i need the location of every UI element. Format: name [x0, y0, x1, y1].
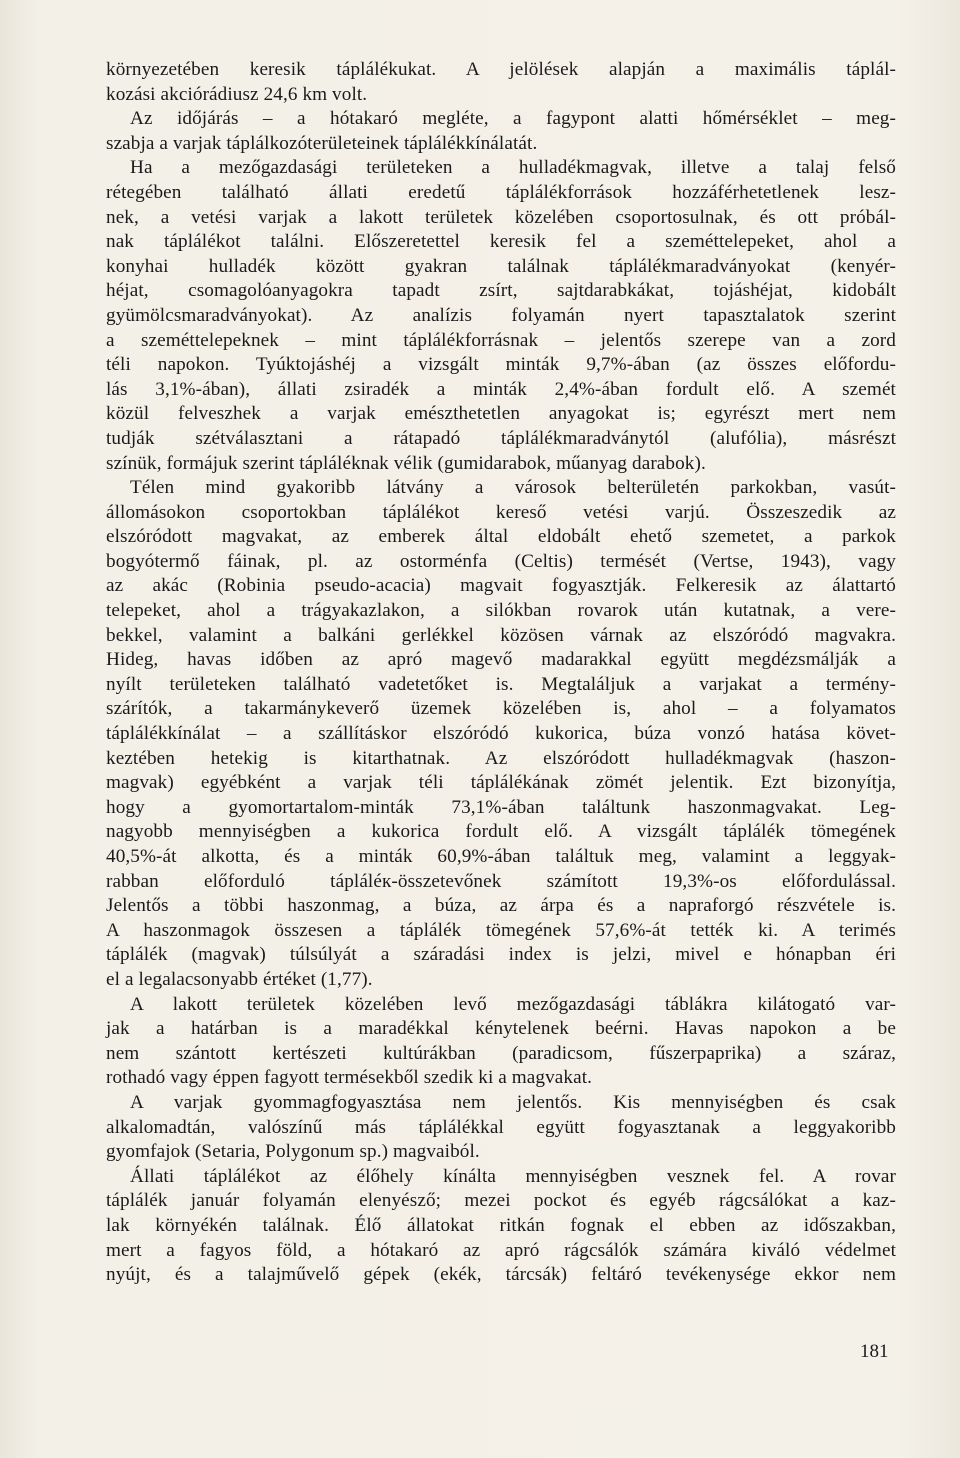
text-line: rabban előforduló tápláléк-összetevőnek számított 19,3%-os előfordulással. — [106, 870, 896, 892]
text-line: telepeket, ahol a trágyakazlakon, a silókban rovarok után kutatnak, a vere- — [106, 600, 896, 622]
text-line: héjat, csomagolóanyagokra tapadt zsírt, sajtdarabkákat, tojáshéjat, kidobált — [106, 280, 896, 302]
text-line: nyílt területeken található vadetetőket is. Megtaláljuk a varjakat a termény- — [106, 673, 896, 695]
text-line: táplálék (magvak) túlsúlyát a száradási index is jelzi, mivel e hónapban éri — [106, 944, 896, 966]
text-line: színük, formájuk szerint tápláléknak vélik (gumidarabok, műanyag darabok). — [106, 452, 706, 474]
text-line: jak a határban is a maradékkal kénytelenek beérni. Havas napokon a be — [106, 1018, 896, 1040]
text-line: Állati táplálékot az élőhely kínálta mennyiségben vesznek fel. A rovar — [130, 1165, 896, 1187]
text-line: nagyobb mennyiségben a kukorica fordult elő. A vizsgált táplálék tömegének — [106, 821, 896, 843]
text-line: A haszonmagok összesen a táplálék tömegének 57,6%-át tették ki. A terimés — [106, 919, 896, 941]
text-line: környezetében keresik táplálékukat. A jelölések alapján a maximális táplál- — [106, 59, 896, 80]
text-line: szabja a varjak táplálkozóterületeinek táplálékkínálatát. — [106, 132, 538, 154]
text-line: 40,5%-át alkotta, és a minták 60,9%-ában találtuk meg, valamint a leggyak- — [106, 846, 896, 867]
text-line: nyújt, és a talajművelő gépek (ekék, tárcsák) feltáró tevékenysége ekkor nem — [106, 1264, 896, 1286]
text-line: nak táplálékot találni. Előszeretettel keresik fel a szeméttelepeket, ahol a — [106, 231, 896, 253]
text-line: rétegében található állati eredetű táplálékforrások hozzáférhetetlenek lesz- — [106, 181, 896, 203]
text-line: bekkel, valamint a balkáni gerlékkel közösen várnak az elszóródó magvakra. — [106, 624, 896, 646]
text-line: alkalomadtán, valószínű más táplálékkal együtt fogyasztanak a leggyakoribb — [106, 1116, 896, 1138]
text-line: kozási akciórádiusz 24,6 km volt. — [106, 83, 368, 105]
text-line: tudják szétválasztani a rátapadó táplálékmaradványtól (alufólia), másrészt — [106, 427, 896, 449]
text-line: állomásokon csoportokban táplálékot kereső vetési varjú. Összeszedik az — [106, 501, 896, 523]
text-line: keztében hetekig is kitarthatnak. Az elszóródott hulladékmagvak (haszon- — [106, 747, 896, 769]
body-text — [106, 58, 896, 1288]
text-line: bogyótermő fáinak, pl. az ostorménfa (Celtis) termését (Vertse, 1943), vagy — [106, 550, 896, 572]
text-line: lás 3,1%-ában), állati zsiradék a minták 2,4%-ában fordult elő. A szemét — [106, 378, 896, 400]
text-line: szárítók, a takarmánykeverő üzemek közelében is, ahol – a folyamatos — [106, 698, 896, 720]
text-line: rothadó vagy éppen fagyott termésekből szedik ki a magvakat. — [106, 1067, 593, 1089]
text-line: az akác (Robinia pseudo-acacia) magvait fogyasztják. Felkeresik az álattartó — [106, 575, 896, 597]
text-line: gyümölcsmaradványokat). Az analízis folyamán nyert tapasztalatok szerint — [106, 304, 896, 326]
text-line: A lakott területek közelében levő mezőgazdasági táblákra kilátogató var- — [130, 993, 896, 1015]
text-line: magvak) egyébként a varjak téli táplálékának zömét jelentik. Ezt bizonyítja, — [106, 772, 896, 794]
page-number: 181 — [860, 1341, 889, 1362]
text-line: Télen mind gyakoribb látvány a városok belterületén parkokban, vasút- — [130, 477, 896, 499]
text-line: nem szántott kertészeti kultúrákban (paradicsom, fűszerpaprika) a száraz, — [106, 1042, 896, 1064]
text-line: gyomfajok (Setaria, Polygonum sp.) magvaiból. — [106, 1141, 480, 1163]
text-line: mert a fagyos föld, a hótakaró az apró rágcsálók számára kiváló védelmet — [106, 1239, 896, 1261]
text-line: táplálékkínálat – a szállításkor elszóródó kukorica, búza vonzó hatása követ- — [106, 723, 896, 745]
text-line: Hideg, havas időben az apró magevő madarakkal együtt megdézsmálják a — [106, 649, 896, 671]
text-line: A varjak gyommagfogyasztása nem jelentős. Kis mennyiségben és csak — [130, 1091, 896, 1113]
text-line: a szeméttelepeknek – mint táplálékforrásnak – jelentős szerepe van a zord — [106, 329, 896, 351]
text-line: nek, a vetési varjak a lakott területek közelében csoportosulnak, és ott próbál- — [106, 206, 896, 228]
text-line: téli napokon. Tyúktojáshéj a vizsgált minták 9,7%-ában (az összes előfordu- — [106, 354, 896, 376]
text-line: el a legalacsonyabb értéket (1,77). — [106, 968, 373, 990]
text-line: elszóródott magvakat, az emberek által eldobált ehető szemetet, a parkok — [106, 526, 896, 548]
text-line: Jelentős a többi haszonmag, a búza, az árpa és a napraforgó részvétele is. — [106, 895, 896, 917]
text-line: közül felveszhek a varjak emészthetetlen anyagokat is; egyrészt mert nem — [106, 403, 896, 425]
text-line: Ha a mezőgazdasági területeken a hulladékmagvak, illetve a talaj felső — [130, 157, 896, 179]
text-line: táplálék január folyamán elenyésző; mezei pockot és egyéb rágcsálókat a kaz- — [106, 1190, 896, 1212]
text-line: Az időjárás – a hótakaró megléte, a fagypont alatti hőmérséklet – meg- — [130, 108, 896, 130]
text-line: hogy a gyomortartalom-minták 73,1%-ában találtunk haszonmagvakat. Leg- — [106, 796, 896, 818]
text-line: lak környékén találnak. Élő állatokat ritkán fognak el ebben az időszakban, — [106, 1214, 896, 1236]
text-line: konyhai hulladék között gyakran találnak táplálékmaradványokat (kenyér- — [106, 255, 896, 277]
